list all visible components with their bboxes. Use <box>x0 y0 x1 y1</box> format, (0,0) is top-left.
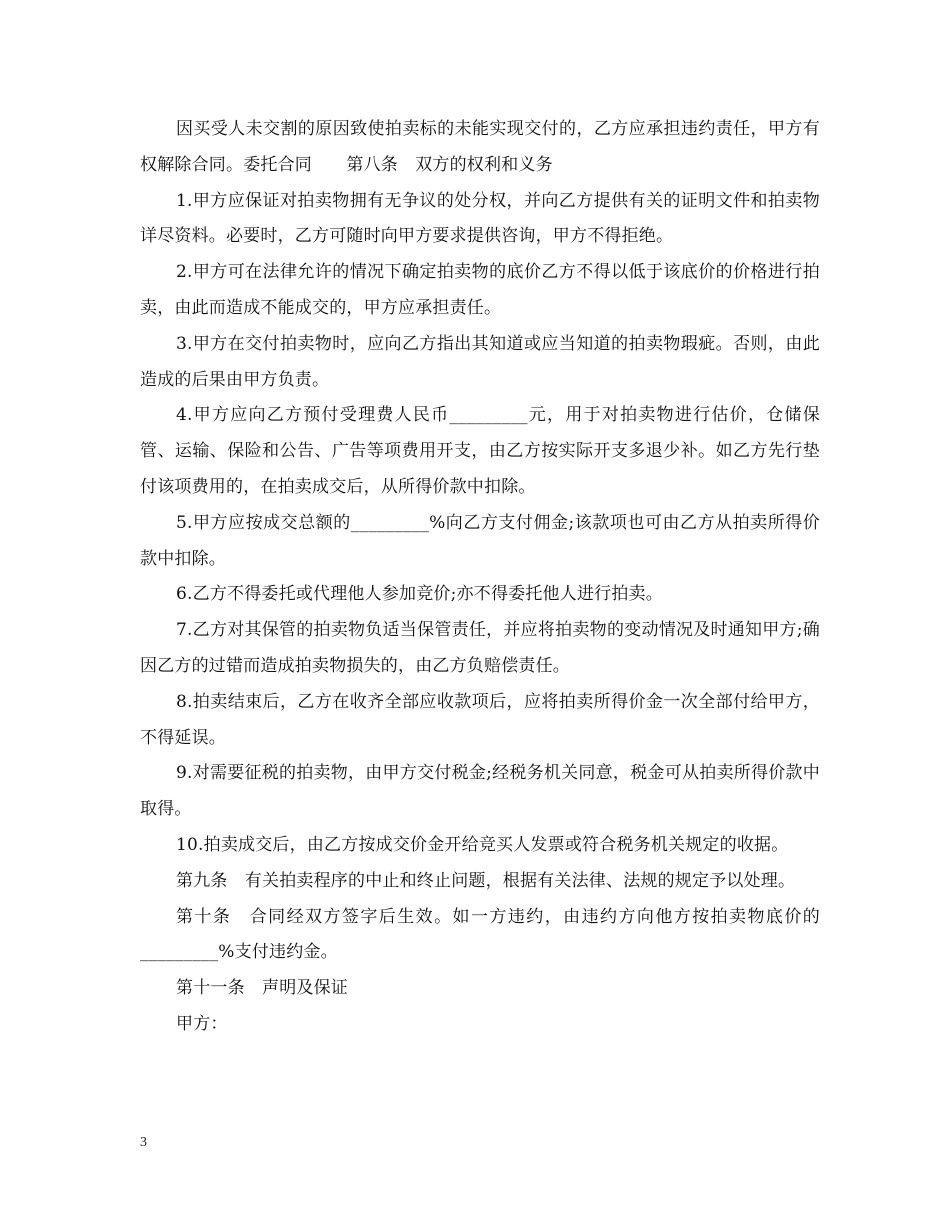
paragraph-clause-8-item-8: 8.拍卖结束后，乙方在收齐全部应收款项后，应将拍卖所得价金一次全部付给甲方，不得延误。 <box>140 691 820 748</box>
paragraph-clause-8-item-7: 7.乙方对其保管的拍卖物负适当保管责任，并应将拍卖物的变动情况及时通知甲方;确因乙方的过错而造成拍卖物损失的，由乙方负赔偿责任。 <box>140 620 820 676</box>
page-number: 3 <box>140 1135 147 1150</box>
document-body <box>140 112 820 1043</box>
paragraph-clause-8-item-10: 10.拍卖成交后，由乙方按成交价金开给竞买人发票或符合税务机关规定的收据。 <box>176 834 789 855</box>
paragraph-clause-8-item-2: 2.甲方可在法律允许的情况下确定拍卖物的底价乙方不得以低于该底价的价格进行拍卖，由此而造成不能成交的，甲方应承担责任。 <box>140 262 820 318</box>
paragraph-clause-10: 第十条 合同经双方签字后生效。如一方违约，由违约方向他方按拍卖物底价的_________%支付违约金。 <box>140 906 820 963</box>
paragraph-clause-11-heading: 第十一条 声明及保证 <box>176 978 348 999</box>
paragraph-delivery-liability: 因买受人未交割的原因致使拍卖标的未能实现交付的，乙方应承担违约责任，甲方有权解除合同。委托合同 第八条 双方的权利和义务 <box>140 119 820 175</box>
paragraph-clause-8-item-1: 1.甲方应保证对拍卖物拥有无争议的处分权，并向乙方提供有关的证明文件和拍卖物详尽资料。必要时，乙方可随时向甲方要求提供咨询，甲方不得拒绝。 <box>140 190 820 247</box>
paragraph-clause-8-item-9: 9.对需要征税的拍卖物，由甲方交付税金;经税务机关同意，税金可从拍卖所得价款中取得。 <box>140 763 820 820</box>
paragraph-clause-9: 第九条 有关拍卖程序的中止和终止问题，根据有关法律、法规的规定予以处理。 <box>176 870 796 891</box>
paragraph-clause-8-item-3: 3.甲方在交付拍卖物时，应向乙方指出其知道或应当知道的拍卖物瑕疵。否则，由此造成的后果由甲方负责。 <box>140 333 820 390</box>
paragraph-party-a-label: 甲方： <box>176 1013 228 1034</box>
paragraph-clause-8-item-4: 4.甲方应向乙方预付受理费人民币_________元，用于对拍卖物进行估价，仓储保管、运输、保险和公告、广告等项费用开支，由乙方按实际开支多退少补。如乙方先行垫付该项费用的，在拍卖成交后，从所得价款中扣除。 <box>140 405 820 497</box>
paragraph-clause-8-item-6: 6.乙方不得委托或代理他人参加竞价;亦不得委托他人进行拍卖。 <box>176 584 663 605</box>
paragraph-clause-8-item-5: 5.甲方应按成交总额的_________%向乙方支付佣金;该款项也可由乙方从拍卖所得价款中扣除。 <box>140 512 820 569</box>
